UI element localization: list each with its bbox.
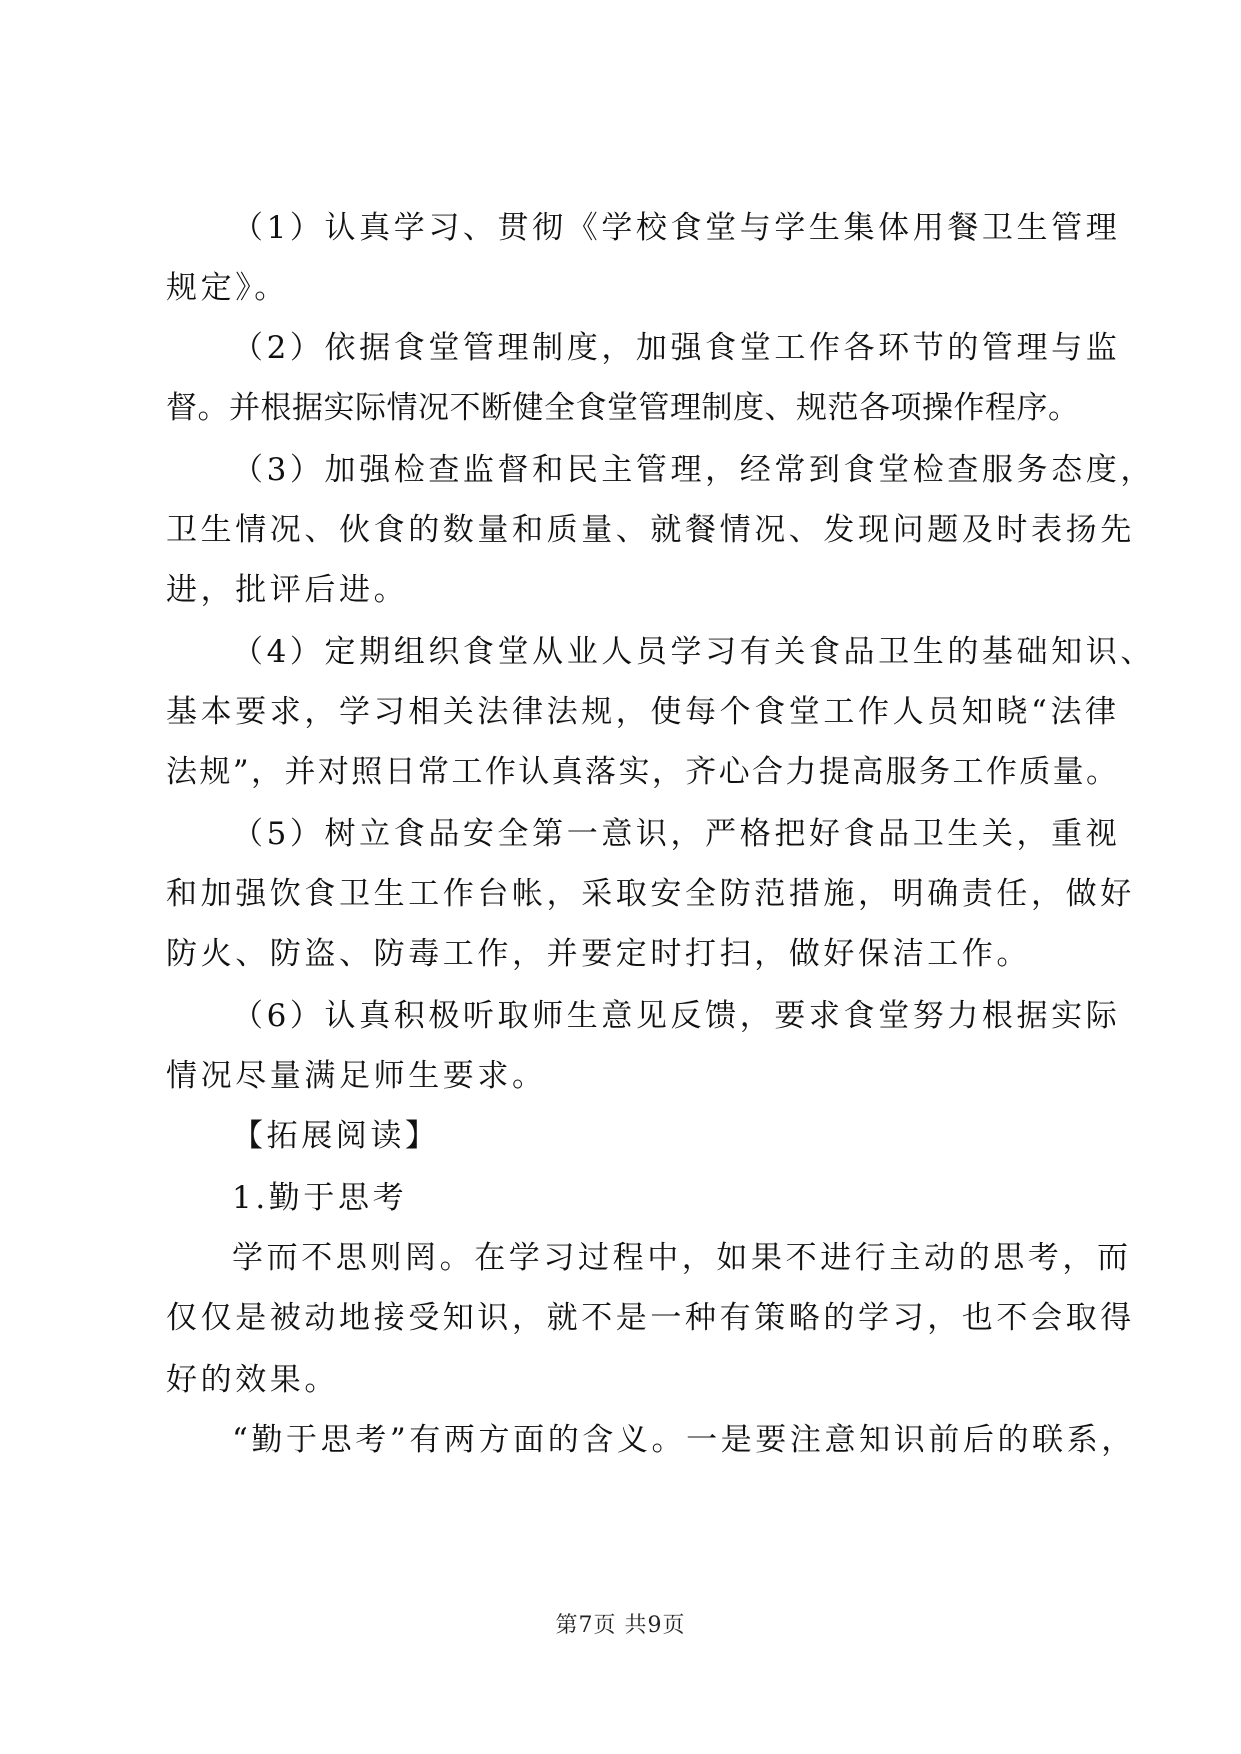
paragraph-line: （4）定期组织食堂从业人员学习有关食品卫生的基础知识、 [232, 634, 1155, 670]
paragraph-line: （5）树立食品安全第一意识，严格把好食品卫生关，重视 [232, 816, 1121, 852]
paragraph-line: 仅仅是被动地接受知识，就不是一种有策略的学习，也不会取得 [166, 1300, 1135, 1336]
paragraph-line: 卫生情况、伙食的数量和质量、就餐情况、发现问题及时表扬先 [166, 512, 1135, 548]
paragraph-line: 进，批评后进。 [166, 572, 409, 608]
paragraph-line: 学而不思则罔。在学习过程中，如果不进行主动的思考，而 [232, 1240, 1132, 1276]
paragraph-line: “勤于思考”有两方面的含义。一是要注意知识前后的联系， [232, 1422, 1136, 1458]
paragraph-line: （3）加强检查监督和民主管理，经常到食堂检查服务态度， [232, 452, 1155, 488]
paragraph-line: （6）认真积极听取师生意见反馈，要求食堂努力根据实际 [232, 998, 1121, 1034]
paragraph-line: 基本要求，学习相关法律法规，使每个食堂工作人员知晓“法律 [166, 694, 1120, 730]
paragraph-line: 规定》。 [166, 270, 289, 306]
paragraph-line: （1）认真学习、贯彻《学校食堂与学生集体用餐卫生管理 [232, 210, 1121, 246]
paragraph-line: （2）依据食堂管理制度，加强食堂工作各环节的管理与监 [232, 330, 1121, 366]
paragraph-line: 法规”，并对照日常工作认真落实，齐心合力提高服务工作质量。 [166, 754, 1120, 790]
section-heading: 【拓展阅读】 [232, 1118, 440, 1154]
paragraph-line: 防火、防盗、防毒工作，并要定时打扫，做好保洁工作。 [166, 936, 1031, 972]
paragraph-line: 督。并根据实际情况不断健全食堂管理制度、规范各项操作程序。 [166, 390, 1080, 426]
paragraph-line: 情况尽量满足师生要求。 [166, 1058, 547, 1094]
paragraph-line: 好的效果。 [166, 1362, 339, 1398]
subsection-heading: 1.勤于思考 [232, 1180, 408, 1216]
page-footer: 第7页 共9页 [555, 1613, 686, 1638]
paragraph-line: 和加强饮食卫生工作台帐，采取安全防范措施，明确责任，做好 [166, 876, 1135, 912]
